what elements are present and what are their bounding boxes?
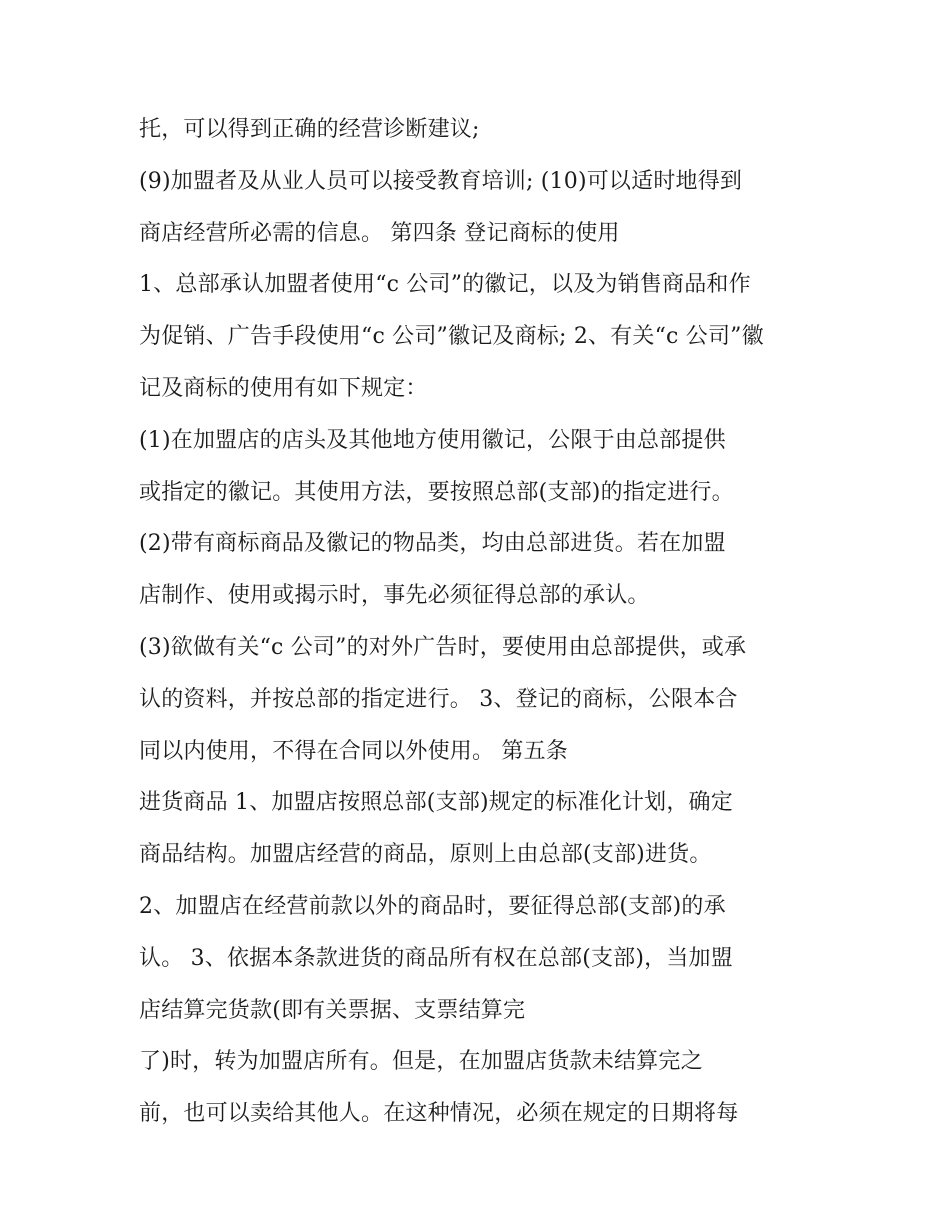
text-line: 了)时，转为加盟店所有。但是，在加盟店货款未结算完之 [139, 1049, 703, 1075]
text-line: (3)欲做有关“c 公司”的对外广告时，要使用由总部提供，或承 [139, 634, 747, 660]
text-line: 店制作、使用或揭示时，事先必须征得总部的承认。 [139, 583, 650, 609]
text-line: 商品结构。加盟店经营的商品，原则上由总部(支部)进货。 [139, 842, 712, 868]
text-line: (2)带有商标商品及徽记的物品类，均由总部进货。若在加盟 [139, 531, 726, 557]
text-line: 或指定的徽记。其使用方法，要按照总部(支部)的指定进行。 [139, 479, 734, 505]
text-line: 进货商品 1、加盟店按照总部(支部)规定的标准化计划，确定 [139, 790, 733, 816]
text-line: 同以内使用，不得在合同以外使用。 第五条 [139, 738, 568, 764]
document-body [139, 104, 819, 1140]
text-line: 记及商标的使用有如下规定： [139, 375, 428, 401]
text-line: (9)加盟者及从业人员可以接受教育培训; (10)可以适时地得到 [139, 168, 743, 194]
text-line: 认的资料，并按总部的指定进行。 3、登记的商标，公限本合 [139, 686, 738, 712]
text-line: 店结算完货款(即有关票据、支票结算完 [139, 997, 526, 1023]
text-line: 认。 3、依据本条款进货的商品所有权在总部(支部)，当加盟 [139, 945, 733, 971]
text-line: 托，可以得到正确的经营诊断建议; [139, 117, 480, 142]
text-line: 前，也可以卖给其他人。在这种情况，必须在规定的日期将每 [139, 1101, 739, 1127]
text-line: (1)在加盟店的店头及其他地方使用徽记，公限于由总部提供 [139, 427, 726, 453]
text-line: 2、加盟店在经营前款以外的商品时，要征得总部(支部)的承 [139, 893, 726, 919]
text-line: 1、总部承认加盟者使用“c 公司”的徽记，以及为销售商品和作 [139, 272, 751, 298]
text-line: 商店经营所必需的信息。 第四条 登记商标的使用 [139, 220, 620, 246]
text-line: 为促销、广告手段使用“c 公司”徽记及商标; 2、有关“c 公司”徽 [139, 324, 764, 350]
